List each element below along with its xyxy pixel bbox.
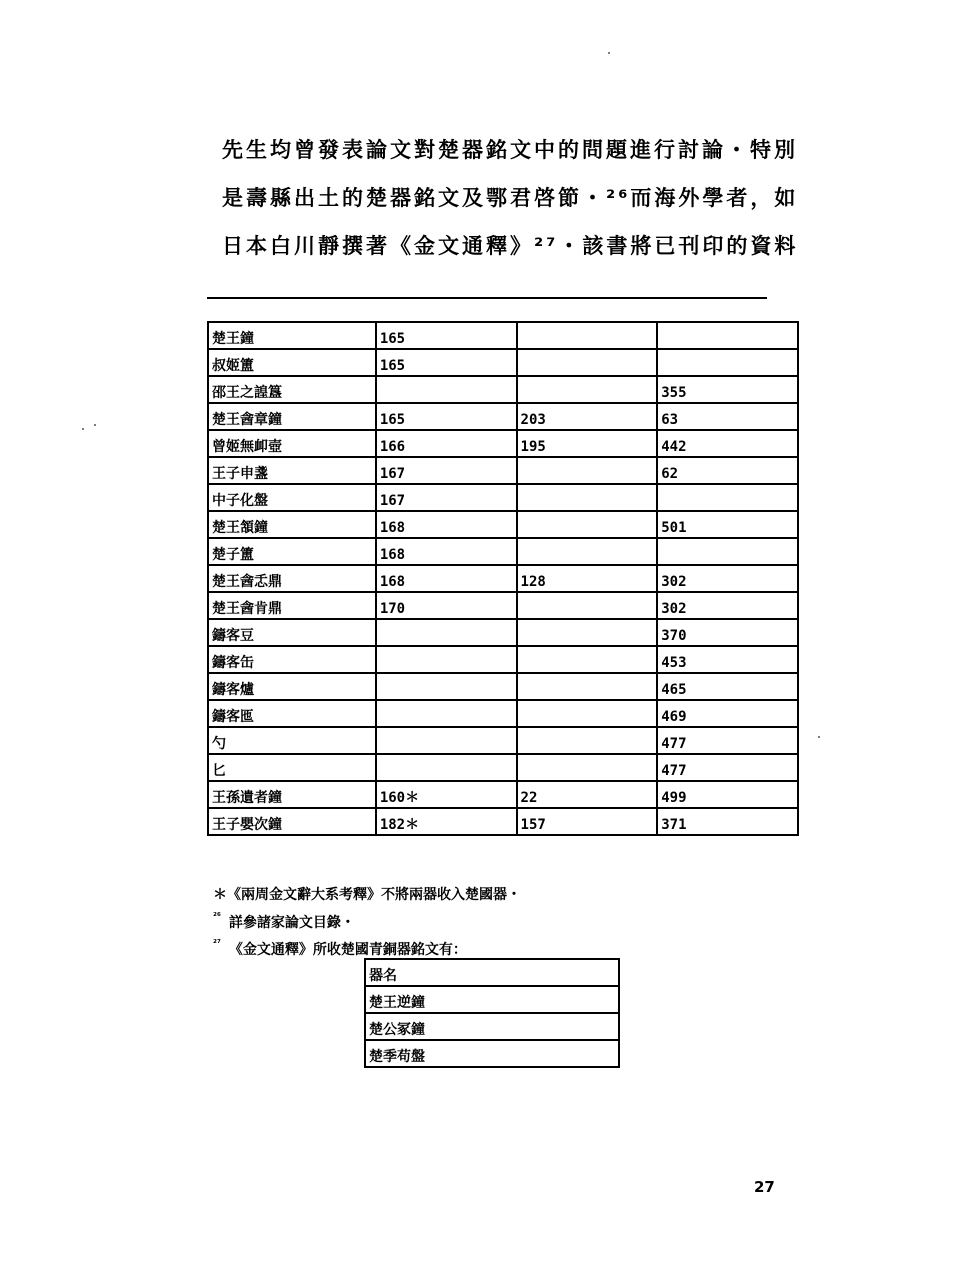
table-row	[208, 511, 798, 538]
reference-cell-3: 370	[657, 619, 798, 646]
scan-speck	[82, 428, 84, 430]
reference-cell-3: 499	[657, 781, 798, 808]
vessel-name-cell: 楚王酓章鐘	[208, 403, 376, 430]
vessel-table-body	[365, 959, 619, 1067]
vessel-name-cell: 中子化盤	[208, 484, 376, 511]
table-row	[208, 349, 798, 376]
inscription-table-body	[208, 322, 798, 835]
reference-cell-2: 203	[517, 403, 658, 430]
reference-cell-1	[376, 673, 517, 700]
reference-cell-1: 165	[376, 322, 517, 349]
scan-speck	[608, 52, 610, 54]
footnote-separator	[207, 297, 767, 299]
reference-cell-3: 355	[657, 376, 798, 403]
vessel-name-cell: 楚王頷鐘	[208, 511, 376, 538]
reference-cell-2	[517, 376, 658, 403]
vessel-table-header: 器名	[365, 959, 619, 986]
reference-cell-1: 165	[376, 349, 517, 376]
vessel-name-cell: 鑄客缶	[208, 646, 376, 673]
footnote-27	[213, 939, 467, 959]
reference-cell-1: 165	[376, 403, 517, 430]
reference-cell-2	[517, 511, 658, 538]
vessel-name-cell: 王子嬰次鐘	[208, 808, 376, 835]
table-row	[208, 727, 798, 754]
reference-cell-2	[517, 322, 658, 349]
reference-cell-1: 168	[376, 511, 517, 538]
reference-cell-3: 477	[657, 727, 798, 754]
vessel-table-header-row	[365, 959, 619, 986]
reference-cell-2	[517, 646, 658, 673]
reference-cell-1	[376, 646, 517, 673]
reference-cell-1: 168	[376, 538, 517, 565]
table-row	[208, 646, 798, 673]
vessel-name-cell: 曾姬無卹壺	[208, 430, 376, 457]
reference-cell-3: 442	[657, 430, 798, 457]
reference-cell-3	[657, 538, 798, 565]
vessel-name-cell: 鑄客爐	[208, 673, 376, 700]
reference-cell-3: 453	[657, 646, 798, 673]
reference-cell-2	[517, 484, 658, 511]
reference-cell-2: 128	[517, 565, 658, 592]
vessel-name-cell: 鑄客匜	[208, 700, 376, 727]
table-row	[208, 322, 798, 349]
reference-cell-2	[517, 349, 658, 376]
reference-cell-3: 62	[657, 457, 798, 484]
scan-speck	[94, 424, 96, 426]
reference-cell-1: 170	[376, 592, 517, 619]
vessel-name-cell: 楚王酓肯鼎	[208, 592, 376, 619]
table-row	[208, 565, 798, 592]
vessel-name-cell: 楚王酓忎鼎	[208, 565, 376, 592]
table-row	[208, 538, 798, 565]
vessel-table-row	[365, 986, 619, 1013]
reference-cell-3: 501	[657, 511, 798, 538]
vessel-table-row	[365, 1040, 619, 1067]
page-number: 27	[754, 1178, 775, 1196]
reference-cell-3: 63	[657, 403, 798, 430]
reference-cell-3: 469	[657, 700, 798, 727]
reference-cell-2	[517, 592, 658, 619]
reference-cell-1: 167	[376, 457, 517, 484]
table-row	[208, 592, 798, 619]
vessel-table-cell: 楚季苟盤	[365, 1040, 619, 1067]
vessel-name-cell: 王子申盞	[208, 457, 376, 484]
vessel-table-row	[365, 1013, 619, 1040]
reference-cell-3: 302	[657, 565, 798, 592]
reference-cell-1: 168	[376, 565, 517, 592]
table-row	[208, 673, 798, 700]
vessel-name-cell: 叔姬簠	[208, 349, 376, 376]
vessel-name-cell: 楚王鐘	[208, 322, 376, 349]
table-row	[208, 808, 798, 835]
reference-cell-2	[517, 619, 658, 646]
star-note: ＊《兩周金文辭大系考釋》不將兩器收入楚國器・	[213, 887, 521, 903]
reference-cell-3: 302	[657, 592, 798, 619]
table-row	[208, 403, 798, 430]
table-row	[208, 700, 798, 727]
footnote-27-mark: ²⁷	[213, 939, 221, 949]
reference-cell-2: 195	[517, 430, 658, 457]
vessel-table-cell: 楚王逆鐘	[365, 986, 619, 1013]
footnote-26-text: 詳參諸家論文目錄・	[228, 915, 355, 931]
reference-cell-1	[376, 727, 517, 754]
table-row	[208, 754, 798, 781]
reference-cell-1	[376, 754, 517, 781]
table-row	[208, 619, 798, 646]
table-row	[208, 781, 798, 808]
reference-cell-3: 477	[657, 754, 798, 781]
reference-cell-2	[517, 457, 658, 484]
reference-cell-1: 166	[376, 430, 517, 457]
vessel-name-cell: 邵王之諻簋	[208, 376, 376, 403]
reference-cell-2	[517, 700, 658, 727]
body-text-line-3: 日本白川靜撰著《金文通釋》²⁷・該書將已刊印的資料	[222, 234, 799, 258]
table-row	[208, 430, 798, 457]
reference-cell-1: 160＊	[376, 781, 517, 808]
reference-cell-2: 157	[517, 808, 658, 835]
reference-cell-3	[657, 322, 798, 349]
reference-cell-2: 22	[517, 781, 658, 808]
vessel-name-cell: 勺	[208, 727, 376, 754]
table-row	[208, 376, 798, 403]
reference-cell-2	[517, 673, 658, 700]
vessel-name-cell: 匕	[208, 754, 376, 781]
vessel-name-table	[364, 958, 620, 1068]
reference-cell-2	[517, 538, 658, 565]
reference-cell-3: 371	[657, 808, 798, 835]
scan-speck	[818, 736, 820, 738]
footnote-26-mark: ²⁶	[213, 912, 221, 922]
vessel-name-cell: 王孫遺者鐘	[208, 781, 376, 808]
vessel-name-cell: 楚子簠	[208, 538, 376, 565]
footnote-27-text: 《金文通釋》所收楚國青銅器銘文有：	[228, 942, 467, 958]
reference-cell-2	[517, 754, 658, 781]
reference-cell-1: 167	[376, 484, 517, 511]
body-text-line-2: 是壽縣出土的楚器銘文及鄂君啓節・²⁶而海外學者，如	[222, 186, 799, 210]
body-text-line-1: 先生均曾發表論文對楚器銘文中的問題進行討論・特別	[222, 138, 798, 162]
table-row	[208, 484, 798, 511]
table-row	[208, 457, 798, 484]
vessel-table-cell: 楚公冢鐘	[365, 1013, 619, 1040]
reference-cell-1	[376, 700, 517, 727]
inscription-table	[207, 321, 799, 836]
reference-cell-2	[517, 727, 658, 754]
reference-cell-1: 182＊	[376, 808, 517, 835]
reference-cell-3	[657, 349, 798, 376]
reference-cell-3: 465	[657, 673, 798, 700]
reference-cell-3	[657, 484, 798, 511]
footnote-26	[213, 912, 355, 932]
vessel-name-cell: 鑄客豆	[208, 619, 376, 646]
reference-cell-1	[376, 376, 517, 403]
reference-cell-1	[376, 619, 517, 646]
